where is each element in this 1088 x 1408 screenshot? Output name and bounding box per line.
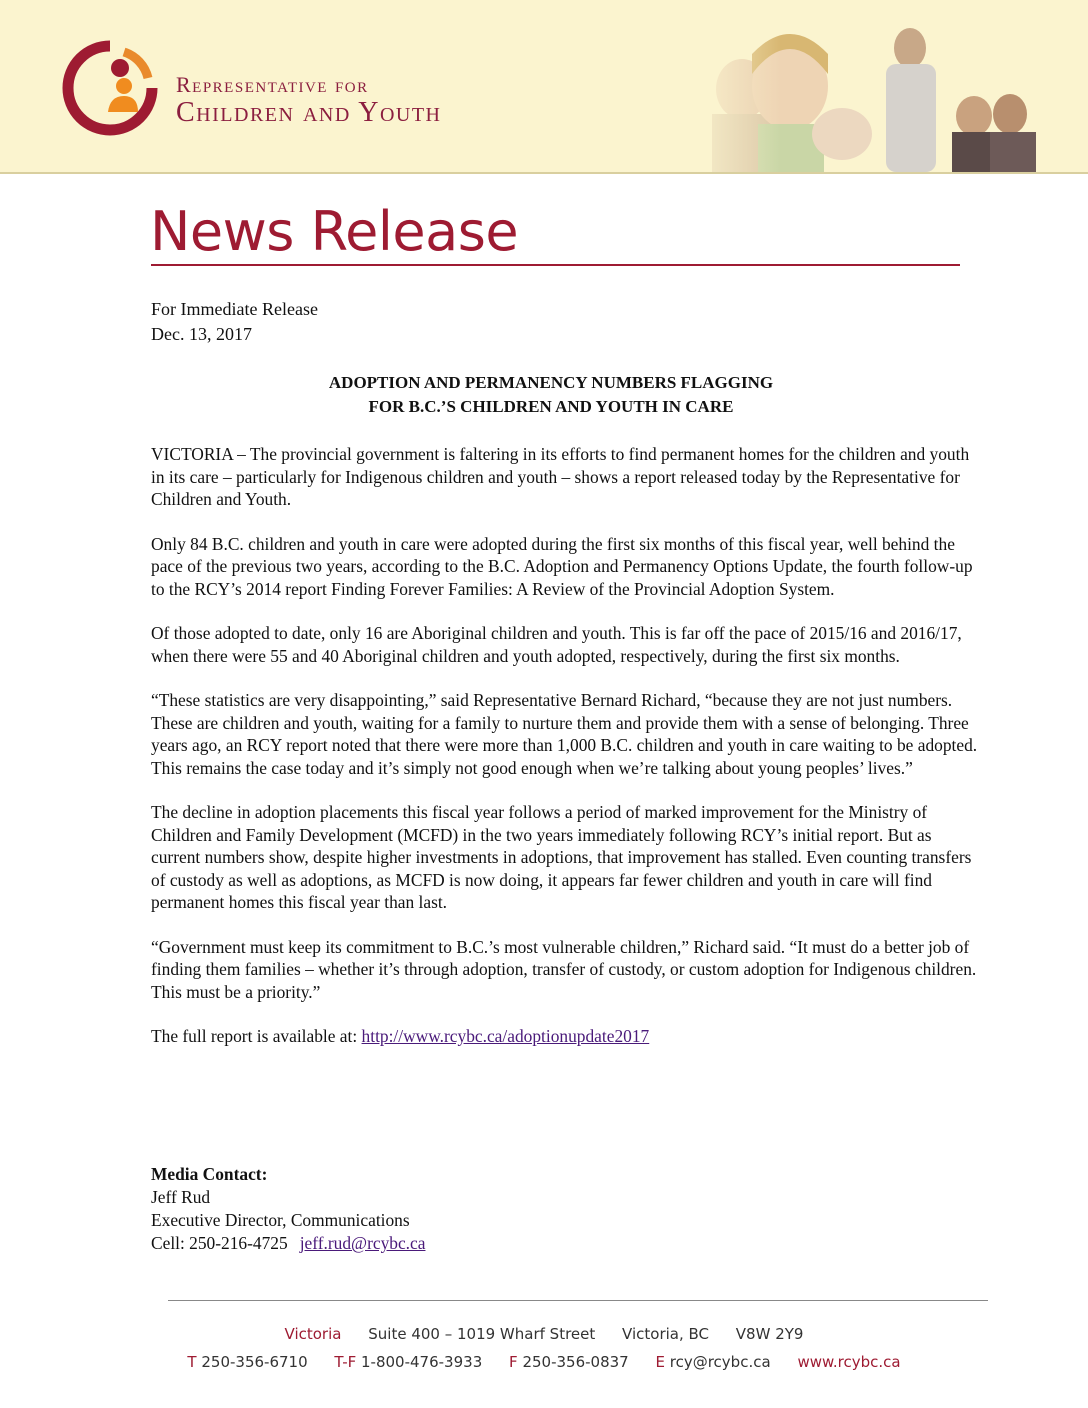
org-name-line1: Representative for: [176, 72, 369, 97]
org-name-line2: Children and Youth: [176, 97, 442, 129]
press-release-body: [151, 443, 981, 1070]
paragraph: “Government must keep its commitment to B.C.’s most vulnerable children,” Richard said. “It must do a better job of finding them families – whether it’s through adoption, transfer of custody, or custom adoption for Indigenous children. This must be a priority.”: [151, 936, 977, 1002]
release-info: [151, 297, 318, 347]
contact-role: Executive Director, Communications: [151, 1210, 410, 1230]
paragraph: Only 84 B.C. children and youth in care were adopted during the first six months of this fiscal year, well behind the pace of the previous two years, according to the B.C. Adoption and Permanency Options Update, the fourth follow-up to the RCY’s 2014 report Finding Forever Families: A Review of the Provincial Adoption System.: [151, 533, 973, 599]
paragraph: VICTORIA – The provincial government is faltering in its efforts to find permanent homes for the children and youth in its care – particularly for Indigenous children and youth – shows a report released today by the Representative for Children and Youth.: [151, 444, 970, 509]
media-contact-label: Media Contact:: [151, 1164, 268, 1184]
footer-postal: V8W 2Y9: [735, 1325, 804, 1343]
report-lead-text: The full report is available at:: [151, 1026, 362, 1046]
paragraph: Of those adopted to date, only 16 are Aboriginal children and youth. This is far off the pace of 2015/16 and 2016/17, when there were 55 and 40 Aboriginal children and youth adopted, respectively, during the first six months.: [151, 623, 962, 666]
report-link[interactable]: http://www.rcybc.ca/adoptionupdate2017: [361, 1026, 650, 1046]
title-divider: [151, 264, 960, 266]
footer-email-label: E: [655, 1353, 665, 1371]
footer-address: [0, 1325, 1088, 1343]
headline: [151, 371, 951, 419]
footer-divider: [168, 1300, 988, 1301]
news-release-title: News Release: [150, 200, 519, 263]
paragraph: “These statistics are very disappointing,” said Representative Bernard Richard, “because they are not just numbers. These are children and youth, waiting for a family to nurture them and provide them with a sense of belonging. Three years ago, an RCY report noted that there were more than 1,000 B.C. children and youth in care waiting to be adopted. This remains the case today and it’s simply not good enough when we’re talking about young peoples’ lives.”: [151, 690, 978, 778]
headline-line1: ADOPTION AND PERMANENCY NUMBERS FLAGGING: [328, 373, 774, 392]
footer-region: Victoria, BC: [622, 1325, 710, 1343]
footer-email[interactable]: rcy@rcybc.ca: [669, 1353, 771, 1371]
headline-line2: FOR B.C.’S CHILDREN AND YOUTH IN CARE: [368, 397, 734, 416]
footer-tollfree: 1-800-476-3933: [361, 1353, 483, 1371]
media-contact: [151, 1163, 425, 1255]
paragraph: The decline in adoption placements this fiscal year follows a period of marked improvement for the Ministry of Children and Family Development (MCFD) in the two years immediately following RCY’s initial report. But as current numbers show, despite higher investments in adoptions, that improvement has stalled. Even counting transfers of custody as well as adoptions, as MCFD is now doing, it appears far fewer children and youth in care will find permanent homes this fiscal year than last.: [151, 802, 972, 912]
footer-tel-label: T: [187, 1353, 197, 1371]
release-date: Dec. 13, 2017: [151, 324, 252, 344]
contact-email-link[interactable]: jeff.rud@rcybc.ca: [299, 1233, 426, 1253]
contact-cell: Cell: 250-216-4725: [151, 1233, 288, 1253]
rcy-logo-icon: [62, 38, 158, 138]
footer-contact-line: [0, 1353, 1088, 1371]
contact-phone-email: [151, 1232, 425, 1255]
children-photo-collage: [682, 14, 1078, 172]
footer-fax: 250-356-0837: [522, 1353, 629, 1371]
release-status: For Immediate Release: [151, 299, 318, 319]
footer-fax-label: F: [509, 1353, 518, 1371]
footer-city: Victoria: [284, 1325, 342, 1343]
footer-tel: 250-356-6710: [201, 1353, 308, 1371]
footer-street: Suite 400 – 1019 Wharf Street: [368, 1325, 596, 1343]
organization-name: [176, 72, 442, 129]
footer-website[interactable]: www.rcybc.ca: [797, 1353, 901, 1371]
footer-tollfree-label: T-F: [334, 1353, 357, 1371]
report-availability: [151, 1025, 981, 1048]
letterhead-banner: [0, 0, 1088, 174]
contact-name: Jeff Rud: [151, 1187, 211, 1207]
